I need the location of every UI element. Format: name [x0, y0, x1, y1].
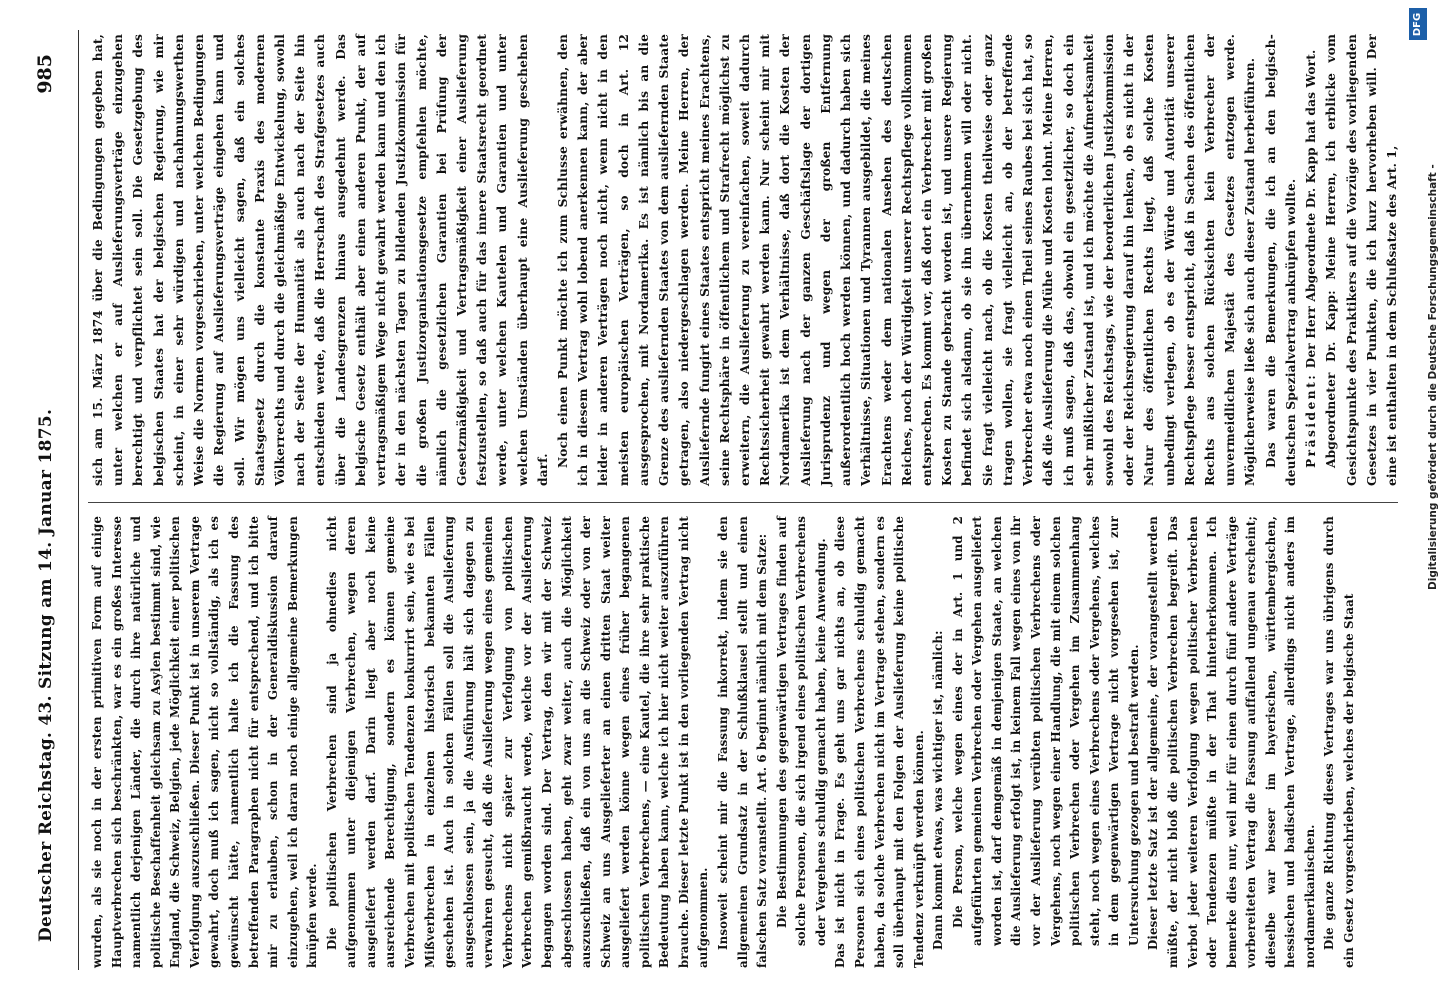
- left-paragraph: wurden, als sie noch in der ersten primitiven Form auf einige Hauptverbrechen sich beschränkten, war es ein großes Interesse namentlich derjenigen Länder, die durch ihre natürliche und politische Beschaffenheit gleichsam zu Asylen bestimmt sind, wie England, die Schweiz, Belgien, jede Möglichkeit einer politischen Verfolgung auszuschließen. Dieser Punkt ist in unserem Vertrage gewahrt, doch muß ich sagen, nicht so vollständig, als ich es gewünscht hätte, namentlich halte ich die Fassung des betreffenden Paragraphen nicht für entsprechend, und ich bitte mir zu erlauben, schon in der Generaldiskussion darauf einzugehen, weil ich daran noch einige allgemeine Bemerkungen knüpfen werde.: [90, 516, 320, 968]
- statement-text: Der Herr Abgeordnete Dr. Kapp hat das Wort.: [1304, 49, 1319, 369]
- dfg-logo: [1409, 8, 1427, 40]
- running-title: Deutscher Reichstag. 43. Sitzung am 14. Januar 1875.: [36, 408, 56, 942]
- column-divider: [88, 502, 1398, 503]
- president-statement: [1301, 34, 1321, 486]
- quoted-article: Die Bestimmungen des gegenwärtigen Vertrages finden auf solche Personen, die sich irgend eines politischen Verbrechens oder Vergehens schuldig gemacht haben, keine Anwendung.: [774, 516, 828, 946]
- speaker-label: Präsident:: [1304, 372, 1319, 468]
- right-paragraph: Das waren die Bemerkungen, die ich an den belgisch-deutschen Spezialvertrag anknüpfen wollte.: [1263, 34, 1298, 486]
- kapp-speech: [1321, 34, 1402, 486]
- digitization-credit: Digitalisierung gefördert durch die Deutsche Forschungsgemeinschaft -: [1427, 164, 1439, 590]
- page-number: 985: [34, 54, 56, 94]
- left-paragraph: Die ganze Richtung dieses Vertrages war uns übrigens durch ein Gesetz vorgeschrieben, welches der belgische Staat: [1322, 516, 1356, 968]
- left-paragraph: Dann kommt etwas, was wichtiger ist, nämlich:: [931, 630, 946, 950]
- right-paragraph: sich am 15. März 1874 über die Bedingungen gegeben hat, unter welchen er auf Auslieferungsverträge einzugehen berechtigt und verpflichtet sein soll. Die Gesetzgebung des belgischen Staates hat der belgischen Regierung, wie mir scheint, in einer sehr würdigen und nachahmungswerthen Weise die Normen vorgeschrieben, unter welchen Bedingungen die Regierung auf Auslieferungsverträge eingehen kann und soll. Wir mögen uns vielleicht sagen, daß ein solches Staatsgesetz durch die konstante Praxis des modernen Völkerrechts und durch die gleichmäßige Entwickelung, sowohl nach der Seite der Humanität als auch nach der Seite hin entschieden werde, daß die Herrschaft des Strafgesetzes auch über die Landesgrenzen hinaus ausgedehnt werde. Das belgische Gesetz enthält aber einen anderen Punkt, der auf vertragsmäßigem Wege nicht gewahrt werden kann und den ich der in den nächsten Tagen zu bildenden Justizkommission für die großen Justizorganisationsgesetze empfehlen möchte, nämlich die gesetzlichen Garantien bei Prüfung der Gesetzmäßigkeit und Vertragsmäßigkeit einer Auslieferung festzustellen, so daß auch für das innere Staatsrecht geordnet werde, unter welchen Kautelen und Garantien und unter welchen Umständen überhaupt eine Auslieferung geschehen darf.: [91, 34, 550, 486]
- left-column: [88, 516, 1360, 968]
- speaker-label: Abgeordneter Dr. Kapp:: [1324, 290, 1339, 468]
- left-paragraph: Insoweit scheint mir die Fassung inkorrekt, indem sie den allgemeinen Grundsatz in der Schlußklausel stellt und einen falschen Satz voranstellt. Art. 6 beginnt nämlich mit dem Satze:: [716, 516, 770, 968]
- quoted-article: Die Person, welche wegen eines der in Art. 1 und 2 aufgeführten gemeinen Verbrechen oder Vergehen ausgeliefert worden ist, darf demgemäß in demjenigen Staate, an welchen die Auslieferung erfolgt ist, in keinem Fall wegen eines von ihr vor der Auslieferung verübten politischen Verbrechens oder Vergehens, noch wegen einer Handlung, die mit einem solchen politischen Verbrechen oder Vergehen im Zusammenhang steht, noch wegen eines Verbrechens oder Vergehens, welches in dem gegenwärtigen Vertrage nicht vorgesehen ist, zur Untersuchung gezogen und bestraft werden.: [950, 516, 1141, 946]
- header-rule: [78, 30, 79, 970]
- right-column: [88, 34, 1402, 486]
- page-header: [26, 18, 66, 982]
- right-paragraph: Noch einen Punkt möchte ich zum Schlusse erwähnen, den ich in diesem Vertrag wohl lobend anerkennen kann, der aber leider in anderen Verträgen noch nicht, wenn nicht in den meisten europäischen Verträgen, so doch in Art. 12 ausgesprochen, mit Nordamerika. Es ist nämlich bis an die Grenze des ausliefernden Staates von dem ausliefernden Staate getragen, also niedergeschlagen werden. Meine Herren, der Ausliefernde fungirt eines Staates entspricht meines Erachtens, seine Rechtsphäre in öffentlichem und Strafrecht möglichst zu erweitern, die Auslieferung zu vereinfachen, soweit dadurch Rechtssicherheit gewahrt werden kann. Nur scheint mir mit Nordamerika ist dem Verhältnisse, daß dort die Kosten der Auslieferung nach der ganzen Geschäftslage der dortigen Jurisprudenz und wegen der großen Entfernung außerordentlich hoch werden können, und dadurch haben sich Verhältnisse, Situationen und Tyrannen ausgebildet, die meines Erachtens weder dem nationalen Ansehen des deutschen Reiches, noch der Würdigkeit unserer Rechtspflege vollkommen entsprechen. Es kommt vor, daß dort ein Verbrecher mit großen Kosten zu Stande gebracht worden ist, und unsere Regierung befindet sich alsdann, ob sie ihn übernehmen will oder nicht. Sie fragt vielleicht nach, ob die Kosten theilweise oder ganz tragen wollen, sie fragt vielleicht an, ob der betreffende Verbrecher etwa noch einen Theil seines Raubes bei sich hat, so daß die Auslieferung die Mühe und Kosten lohnt. Meine Herren, ich muß sagen, daß das, obwohl ein gesetzlicher, so doch ein sehr mißlicher Zustand ist, und ich möchte die Aufmerksamkeit sowohl des Reichstags, wie der beorderlichen Justizkommission oder der Reichsregierung darauf hin lenken, ob es nicht in der Natur des öffentlichen Rechts liegt, daß solche Kosten unbedingt verlegen, ob es der Würde und Autorität unserer Rechtspflege besser entspricht, daß in Sachen des öffentlichen Rechts aus solchen Rücksichten kein Verbrecher der unvermeidlichen Majestät des Gesetzes entzogen werde. Möglicherweise ließe sich auch dieser Zustand herbeiführen.: [556, 34, 1258, 486]
- left-paragraph: Das ist nicht in Frage. Es geht uns gar nichts an, ob diese Personen sich eines politischen Verbrechens schuldig gemacht haben, da solche Verbrechen nicht im Vertrage stehen, sondern es soll überhaupt mit den Folgen der Auslieferung keine politische Tendenz verknüpft werden können.: [833, 516, 926, 968]
- speech-text: Meine Herren, ich erblicke vom Gesichtspunkte des Praktikers auf die Vorzüge des vorliegenden Gesetzes in vier Punkten, die ich kurz hervorheben will. Der eine ist enthalten in dem Schlußsatze des Art. 1,: [1324, 34, 1399, 486]
- dfg-logo-text: DFG: [1412, 12, 1424, 36]
- left-paragraph: Dieser letzte Satz ist der allgemeine, der vorangestellt werden müßte, der nicht bloß die politischen Verbrechen begreift. Das Verbot jeder weiteren Verfolgung wegen politischer Verbrechen oder Tendenzen müßte in der That hinterherkommen. Ich bemerke dies nur, weil mir für einen durch fünf andere Verträge vorbereiteten Vertrag die Fassung auffallend ungenau erscheint; dieselbe war besser im bayerischen, württembergischen, hessischen und badischen Vertrage, allerdings nicht anders im nordamerikanischen.: [1146, 516, 1317, 968]
- left-paragraph: Die politischen Verbrechen sind ja ohnedies nicht aufgenommen unter diejenigen Verbrechen, wegen deren ausgeliefert werden darf. Darin liegt aber noch keine ausreichende Berechtigung, sondern es können gemeine Verbrechen mit politischen Tendenzen konkurrirt sein, wie es bei Mißverbrechen in einzelnen historisch bekannten Fällen geschehen ist. Auch in solchen Fällen soll die Auslieferung ausgeschlossen sein, ja die Ausführung hält sich dagegen zu verwahren gesucht, daß die Auslieferung wegen eines gemeinen Verbrechens nicht später zur Verfolgung von politischen Verbrechen gemißbraucht werde, welche vor der Auslieferung begangen worden sind. Der Vertrag, den wir mit der Schweiz abgeschlossen haben, geht zwar weiter, auch die Möglichkeit auszuschließen, daß ein von uns an die Schweiz oder von der Schweiz an uns Ausgelieferter an einen dritten Staat weiter ausgeliefert werden könne wegen eines früher begangenen politischen Verbrechens, — eine Kautel, die ihre sehr praktische Bedeutung haben kann, welche ich hier nicht weiter auszuführen brauche. Dieser letzte Punkt ist in den vorliegenden Vertrag nicht aufgenommen.: [324, 516, 711, 968]
